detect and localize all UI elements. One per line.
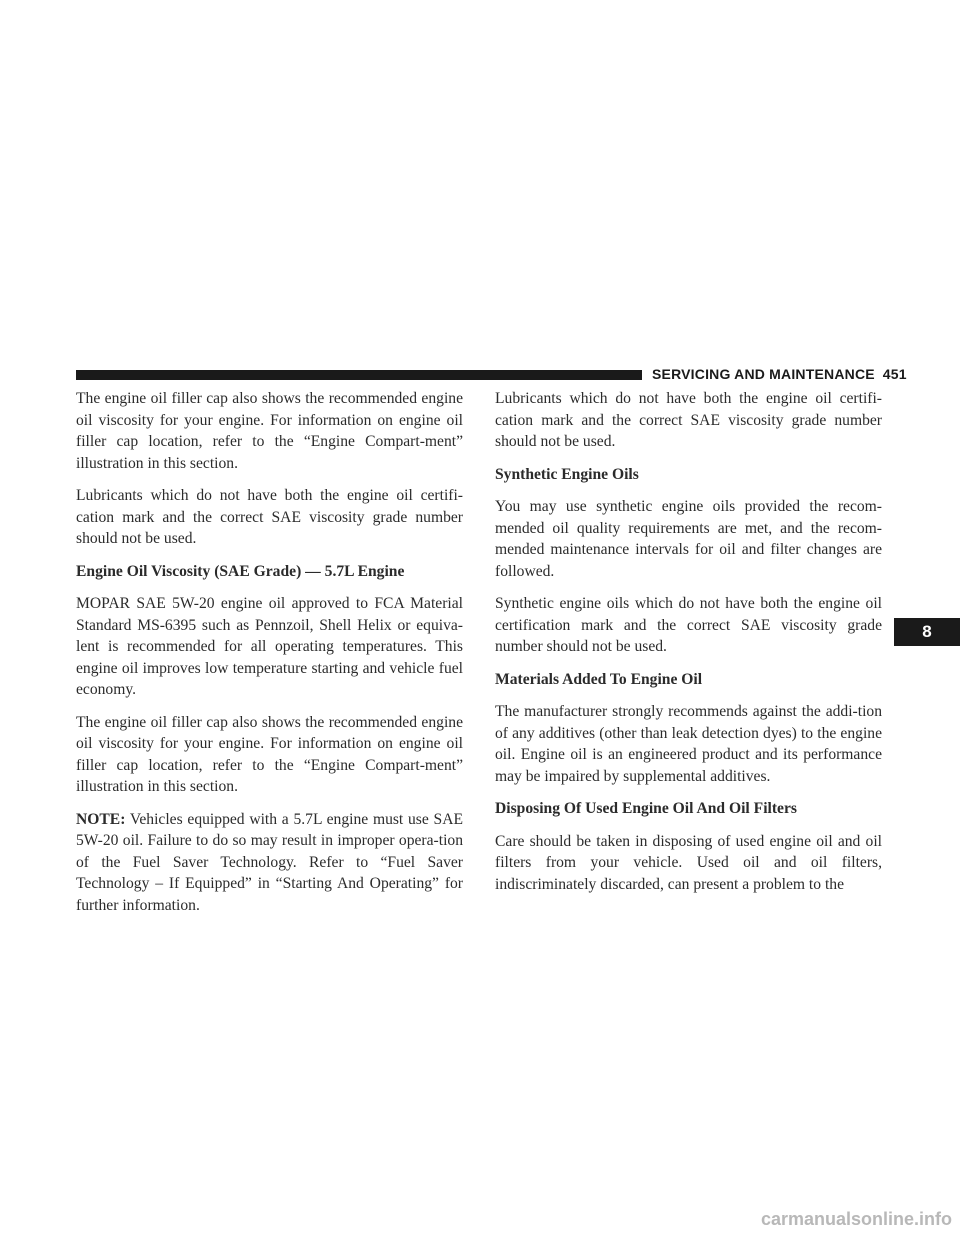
paragraph: The engine oil filler cap also shows the recommended engine oil viscosity for your engine. For information on engine oil filler cap location, refer to the “Engine Compart-ment” illustration in this section. — [76, 713, 463, 795]
section-heading: Disposing Of Used Engine Oil And Oil Filters — [495, 800, 797, 817]
note-paragraph — [76, 809, 463, 917]
right-column — [495, 388, 882, 906]
paragraph: Care should be taken in disposing of used engine oil and oil filters from your vehicle. Used oil and oil filters, indiscriminately discarded, can present a problem to the — [495, 832, 882, 893]
paragraph: The manufacturer strongly recommends against the addi-tion of any additives (other than leak detection dyes) to the engine oil. Engine oil is an engineered product and its performance may be impaired by supplemental additives. — [495, 703, 882, 785]
watermark: carmanualsonline.info — [760, 1209, 952, 1229]
header-rule — [76, 370, 642, 380]
section-heading: Materials Added To Engine Oil — [495, 670, 703, 688]
note-text: Vehicles equipped with a 5.7L engine must use SAE 5W-20 oil. Failure to do so may result in improper opera-tion of the Fuel Saver Technology. Refer to “Fuel Saver Technology – If Equipped” in “Starting And Operating” for further information. — [76, 810, 463, 914]
section-heading: Synthetic Engine Oils — [495, 465, 639, 483]
section-heading: Engine Oil Viscosity (SAE Grade) — 5.7L Engine — [76, 562, 405, 580]
note-label: NOTE: — [76, 810, 126, 828]
running-header — [652, 366, 907, 382]
left-column — [76, 388, 463, 927]
page-number: 451 — [882, 366, 907, 382]
paragraph: Synthetic engine oils which do not have both the engine oil certification mark and the correct SAE viscosity grade number should not be used. — [495, 595, 882, 655]
section-title: SERVICING AND MAINTENANCE — [652, 366, 875, 382]
paragraph: The engine oil filler cap also shows the recommended engine oil viscosity for your engine. For information on engine oil filler cap location, refer to the “Engine Compart-ment” illustration in this section. — [76, 390, 463, 472]
paragraph: Lubricants which do not have both the engine oil certifi-cation mark and the correct SAE viscosity grade number should not be used. — [76, 487, 463, 547]
paragraph: You may use synthetic engine oils provided the recom-mended oil quality requirements are met, and the recom-mended maintenance intervals for oil and filter changes are followed. — [495, 498, 882, 580]
paragraph: MOPAR SAE 5W-20 engine oil approved to FCA Material Standard MS-6395 such as Pennzoil, Shell Helix or equiva-lent is recommended for all operating temperatures. This engine oil improves low temperature starting and vehicle fuel economy. — [76, 595, 463, 698]
paragraph: Lubricants which do not have both the engine oil certifi-cation mark and the correct SAE viscosity grade number should not be used. — [495, 390, 882, 450]
chapter-tab: 8 — [894, 618, 960, 646]
